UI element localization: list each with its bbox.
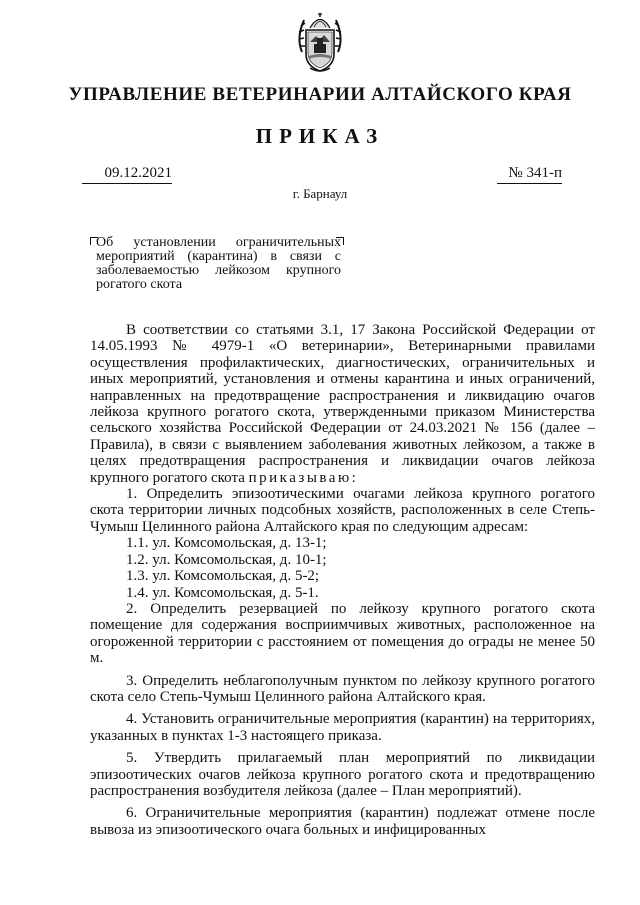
paragraph-3: 3. Определить неблагополучным пунктом по лейкозу крупного рогатого скота село Степь-Чумыш Целинного района Алтайского края.	[90, 672, 595, 705]
document-body	[90, 322, 595, 838]
document-city: г. Барнаул	[292, 186, 348, 201]
paragraph-1: 1. Определить эпизоотическими очагами лейкоза крупного рогатого скота территории личных подсобных хозяйств, расположенных в селе Степь-Чумыш Целинного района Алтайского края по следующим адресам:	[90, 486, 595, 535]
address-item: 1.4. ул. Комсомольская, д. 5-1.	[126, 584, 319, 601]
address-item: 1.2. ул. Комсомольская, д. 10-1;	[126, 551, 327, 568]
paragraph-5: 5. Утвердить прилагаемый план мероприятий по ликвидации эпизоотических очагов лейкоза крупного рогатого скота и предотвращению распространения возбудителя лейкоза (далее – План мероприятий).	[90, 750, 595, 799]
document-number: № 341-п	[497, 165, 562, 184]
paragraph-2: 2. Определить резервацией по лейкозу крупного рогатого скота помещение для содержания восприимчивых животных, расположенное на огороженной территории с расстоянием от помещения до ограды не менее 50 м.	[90, 600, 595, 667]
document-type-title: ПРИКАЗ	[255, 124, 385, 148]
document-date: 09.12.2021	[82, 165, 172, 184]
order-word: приказываю:	[248, 469, 359, 486]
altai-krai-coat-of-arms-icon	[294, 8, 346, 74]
paragraph-4: 4. Установить ограничительные мероприятия (карантин) на территориях, указанных в пунктах 1-3 настоящего приказа.	[90, 711, 595, 744]
intro-text: В соответствии со статьями 3.1, 17 Закона Российской Федерации от 14.05.1993 № 4979-1 «О ветеринарии», Ветеринарными правилами осуществления профилактических, диагностических, ограничительных и иных мероприятий, установления и отмены карантина и иных ограничений, направленных на предотвращение распространения и ликвидацию очагов лейкоза крупного рогатого скота, утвержденными приказом Министерства сельского хозяйства Российской Федерации от 24.03.2021 № 156 (далее – Правила), в связи с выявлением заболевания животных лейкозом, а также в целях предотвращения распространения и ликвидации очагов лейкоза крупного рогатого скота	[90, 322, 595, 486]
address-item: 1.1. ул. Комсомольская, д. 13-1;	[126, 535, 327, 552]
address-item: 1.3. ул. Комсомольская, д. 5-2;	[126, 568, 320, 585]
paragraph-6: 6. Ограничительные мероприятия (карантин) подлежат отмене после вывоза из эпизоотического очага больных и инфицированных	[90, 805, 595, 838]
document-subject: Об установлении ограничительных мероприятий (карантина) в связи с заболеваемостью лейкозом крупного рогатого скота	[96, 235, 341, 292]
intro-paragraph	[90, 322, 595, 486]
organization-title: УПРАВЛЕНИЕ ВЕТЕРИНАРИИ АЛТАЙСКОГО КРАЯ	[68, 84, 572, 105]
